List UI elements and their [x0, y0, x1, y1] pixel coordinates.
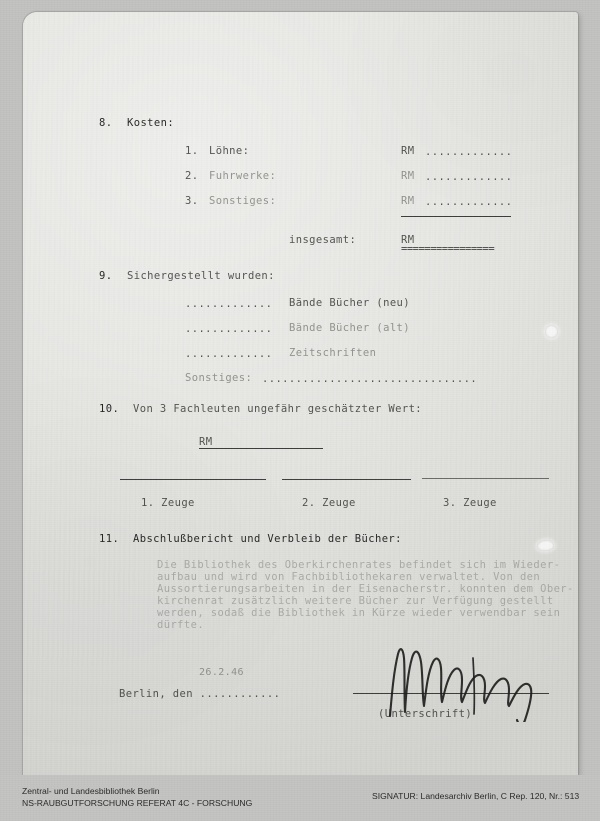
cost-item-2-currency: RM — [401, 170, 415, 182]
section-11-number: 11. — [99, 533, 120, 545]
report-body-line-2: aufbau und wird von Fachbibliothekaren verwaltet. Von den — [157, 571, 541, 583]
document-page — [23, 12, 578, 775]
cost-total-label: insgesamt: — [289, 234, 357, 246]
report-body-line-4: kirchenrat zusätzlich weitere Bücher zur Verfügung gestellt — [157, 595, 554, 607]
cost-item-2-label: Fuhrwerke: — [209, 170, 277, 182]
witness-2-label: 2. Zeuge — [302, 497, 356, 509]
secured-line-2-dots: ............. — [185, 323, 273, 335]
section-8-heading: Kosten: — [127, 117, 175, 129]
section-10-heading: Von 3 Fachleuten ungefähr geschätzter Wert: — [133, 403, 423, 415]
secured-line-3-dots: ............. — [185, 348, 273, 360]
estimated-value-currency: RM — [199, 436, 213, 448]
cost-item-3-label: Sonstiges: — [209, 195, 277, 207]
cost-subtotal-rule — [401, 216, 511, 217]
institution-credit-line2: NS-RAUBGUTFORSCHUNG REFERAT 4C - FORSCHUNG — [22, 797, 253, 808]
report-body-line-6: dürfte. — [157, 619, 205, 631]
secured-line-2-label: Bände Bücher (alt) — [289, 322, 410, 334]
place-and-date-line: Berlin, den ............ — [119, 688, 281, 700]
cost-item-2-dots: ............. — [425, 171, 513, 183]
cost-item-1-label: Löhne: — [209, 145, 250, 157]
secured-line-1-label: Bände Bücher (neu) — [289, 297, 410, 309]
report-body-line-1: Die Bibliothek des Oberkirchenrates befindet sich im Wieder- — [157, 559, 561, 571]
cost-item-1-currency: RM — [401, 145, 415, 157]
cost-total-currency: RM — [401, 234, 415, 246]
institution-credit — [22, 786, 252, 809]
archive-signature-credit: SIGNATUR: Landesarchiv Berlin, C Rep. 120, Nr.: 513 — [372, 791, 580, 801]
estimated-value-rule — [199, 448, 323, 449]
secured-other-dots: ................................ — [262, 373, 478, 385]
secured-line-1-dots: ............. — [185, 298, 273, 310]
signature-rule — [353, 693, 549, 694]
section-10-number: 10. — [99, 403, 120, 415]
cost-item-3-number: 3. — [185, 195, 199, 207]
cost-item-2-number: 2. — [185, 170, 199, 182]
witness-1-rule — [120, 479, 266, 480]
section-9-heading: Sichergestellt wurden: — [127, 270, 275, 282]
witness-1-label: 1. Zeuge — [141, 497, 195, 509]
report-body-line-5: werden, sodaß die Bibliothek in Kürze wieder verwendbar sein — [157, 607, 561, 619]
section-11-heading: Abschlußbericht und Verbleib der Bücher: — [133, 533, 402, 545]
cost-item-1-number: 1. — [185, 145, 199, 157]
handwritten-date: 26.2.46 — [199, 667, 244, 678]
caption-bar — [0, 775, 600, 821]
section-9-number: 9. — [99, 270, 113, 282]
signature-caption: (Unterschrift) — [378, 708, 473, 720]
typed-text-layer — [23, 12, 578, 775]
cost-item-3-currency: RM — [401, 195, 415, 207]
secured-other-label: Sonstiges: — [185, 372, 253, 384]
witness-3-label: 3. Zeuge — [443, 497, 497, 509]
cost-item-1-dots: ............. — [425, 146, 513, 158]
cost-item-3-dots: ............. — [425, 196, 513, 208]
witness-3-rule — [422, 478, 549, 479]
report-body-line-3: Aussortierungsarbeiten in der Eisenacherstr. konnten dem Ober- — [157, 583, 574, 595]
witness-2-rule — [282, 479, 411, 480]
institution-credit-line1: Zentral- und Landesbibliothek Berlin — [22, 786, 160, 796]
section-8-number: 8. — [99, 117, 113, 129]
secured-line-3-label: Zeitschriften — [289, 347, 377, 359]
cost-total-double-rule: ================ — [401, 243, 495, 255]
